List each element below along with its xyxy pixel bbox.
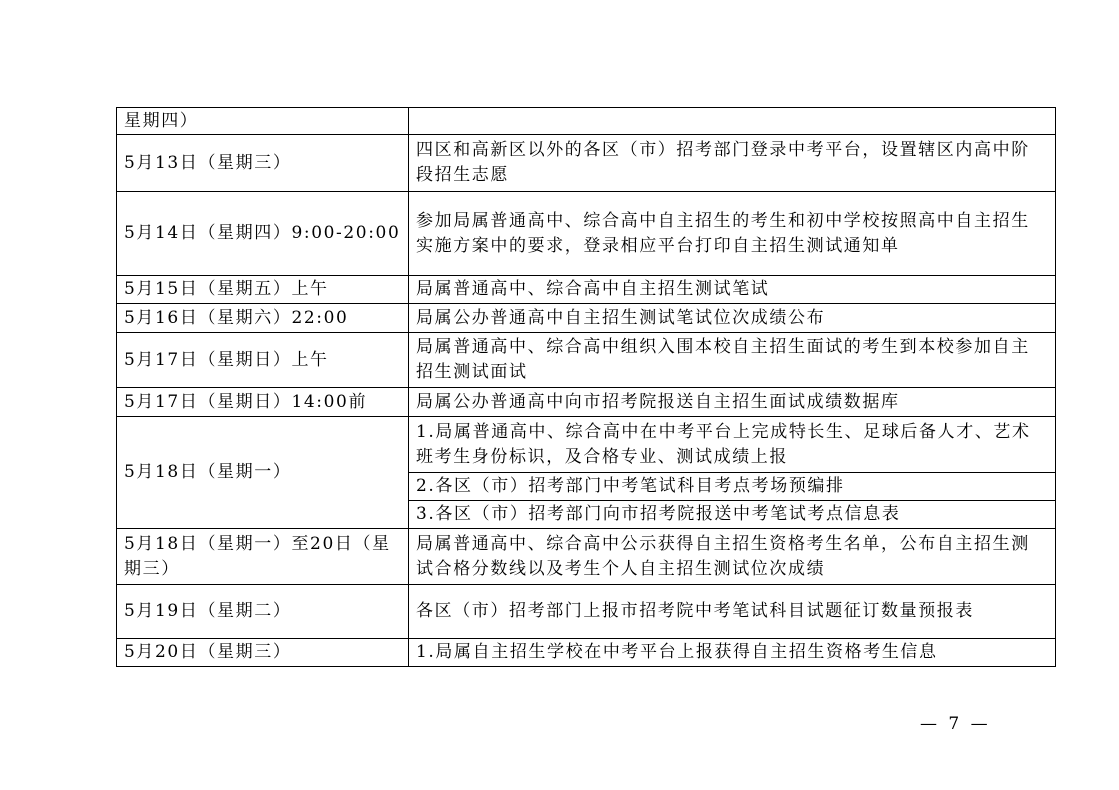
- date-cell: 5月20日（星期三）: [117, 639, 409, 667]
- event-cell: [409, 108, 1056, 135]
- event-cell: 1.局属自主招生学校在中考平台上报获得自主招生资格考生信息: [409, 639, 1056, 667]
- table-row: [117, 108, 1056, 135]
- date-cell: 5月15日（星期五）上午: [117, 276, 409, 304]
- event-cell: 局属普通高中、综合高中组织入围本校自主招生面试的考生到本校参加自主招生测试面试: [409, 333, 1056, 388]
- date-cell: 5月18日（星期一）: [117, 417, 409, 529]
- event-cell: 2.各区（市）招考部门中考笔试科目考点考场预编排: [409, 473, 1056, 501]
- table-row: [117, 192, 1056, 276]
- table-row: [117, 585, 1056, 639]
- date-cell: 星期四）: [117, 108, 409, 135]
- table-row: [117, 417, 1056, 473]
- event-cell: 各区（市）招考部门上报市招考院中考笔试科目试题征订数量预报表: [409, 585, 1056, 639]
- event-cell: 1.局属普通高中、综合高中在中考平台上完成特长生、足球后备人才、艺术班考生身份标识，及合格专业、测试成绩上报: [409, 417, 1056, 473]
- event-cell: 局属公办普通高中自主招生测试笔试位次成绩公布: [409, 304, 1056, 333]
- date-cell: 5月16日（星期六）22:00: [117, 304, 409, 333]
- date-cell: 5月14日（星期四）9:00-20:00: [117, 192, 409, 276]
- table-row: [117, 276, 1056, 304]
- table-row: [117, 333, 1056, 388]
- event-cell: 局属公办普通高中向市招考院报送自主招生面试成绩数据库: [409, 388, 1056, 417]
- event-cell: 局属普通高中、综合高中自主招生测试笔试: [409, 276, 1056, 304]
- event-cell: 参加局属普通高中、综合高中自主招生的考生和初中学校按照高中自主招生实施方案中的要求，登录相应平台打印自主招生测试通知单: [409, 192, 1056, 276]
- event-cell: 3.各区（市）招考部门向市招考院报送中考笔试考点信息表: [409, 501, 1056, 529]
- table-row: [117, 304, 1056, 333]
- date-cell: 5月13日（星期三）: [117, 135, 409, 192]
- admission-schedule-table: [116, 107, 1056, 667]
- page-number: — 7 —: [920, 714, 991, 734]
- date-cell: 5月19日（星期二）: [117, 585, 409, 639]
- table-row: [117, 639, 1056, 667]
- date-cell: 5月17日（星期日）14:00前: [117, 388, 409, 417]
- table-row: [117, 135, 1056, 192]
- event-cell: 四区和高新区以外的各区（市）招考部门登录中考平台，设置辖区内高中阶段招生志愿: [409, 135, 1056, 192]
- event-cell: 局属普通高中、综合高中公示获得自主招生资格考生名单，公布自主招生测试合格分数线以及考生个人自主招生测试位次成绩: [409, 529, 1056, 585]
- table-row: [117, 529, 1056, 585]
- table-row: [117, 388, 1056, 417]
- date-cell: 5月17日（星期日）上午: [117, 333, 409, 388]
- date-cell: 5月18日（星期一）至20日（星期三）: [117, 529, 409, 585]
